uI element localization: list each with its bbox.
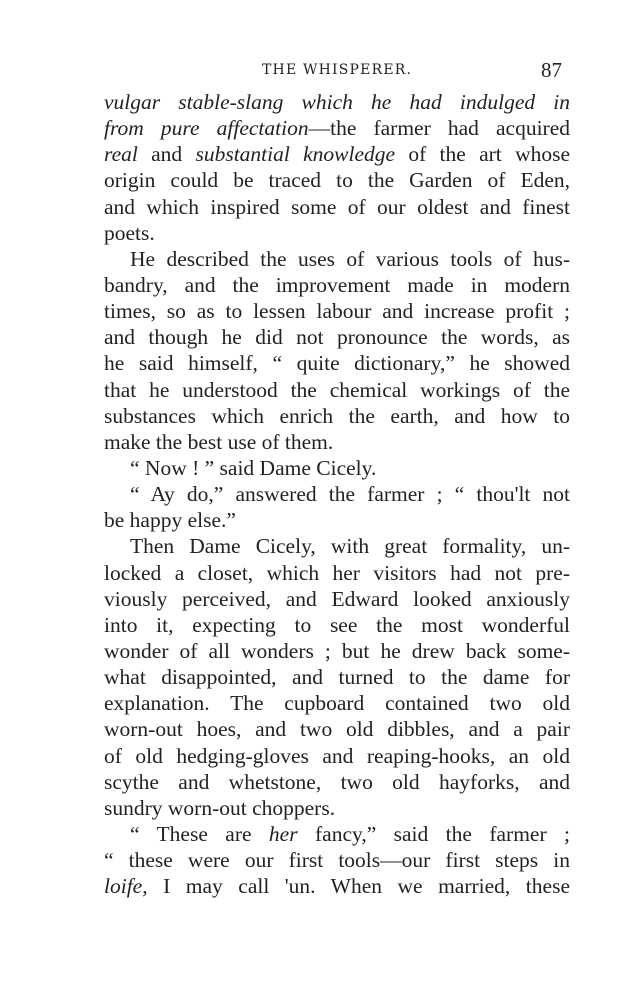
text-line: “ these were our first tools—our first steps in xyxy=(104,848,570,873)
running-head xyxy=(0,58,623,88)
text-line: that he understood the chemical workings of the xyxy=(104,377,570,402)
text-line: of old hedging-gloves and reaping-hooks, an old xyxy=(104,743,570,768)
text-line: bandry, and the improvement made in modern xyxy=(104,272,570,297)
text-line: “ Now ! ” said Dame Cicely. xyxy=(130,455,377,480)
running-title: THE WHISPERER. xyxy=(262,62,413,78)
text-line: locked a closet, which her visitors had not pre- xyxy=(104,560,570,585)
text-line: substances which enrich the earth, and how to xyxy=(104,403,570,428)
text-line: scythe and whetstone, two old hayforks, and xyxy=(104,769,570,794)
text-line: vulgar stable-slang which he had indulged in xyxy=(104,90,570,114)
text-line: poets. xyxy=(104,220,155,245)
text-line: worn-out hoes, and two old dibbles, and a pair xyxy=(104,717,570,742)
text-line: be happy else.” xyxy=(104,508,236,533)
text-line: and though he did not pronounce the words, as xyxy=(104,325,570,350)
text-line: into it, expecting to see the most wonderful xyxy=(104,612,570,637)
text-line: He described the uses of various tools of hus- xyxy=(130,246,570,271)
text-line: “ Ay do,” answered the farmer ; “ thou'lt not xyxy=(130,482,570,507)
text-line: explanation. The cupboard contained two old xyxy=(104,691,570,716)
text-line: origin could be traced to the Garden of Eden, xyxy=(104,168,570,193)
text-line: he said himself, “ quite dictionary,” he showed xyxy=(104,351,570,376)
text-line: wonder of all wonders ; but he drew back some- xyxy=(104,638,570,663)
text-line: Then Dame Cicely, with great formality, un- xyxy=(130,534,570,559)
text-line: what disappointed, and turned to the dame for xyxy=(104,665,570,690)
text-line: from pure affectation—the farmer had acquired xyxy=(104,116,571,141)
page-number: 87 xyxy=(541,58,562,82)
text-line: and which inspired some of our oldest and finest xyxy=(104,194,570,219)
body-text xyxy=(104,89,570,899)
text-line: loife, I may call 'un. When we married, these xyxy=(104,874,570,899)
text-line: viously perceived, and Edward looked anxiously xyxy=(104,586,570,611)
text-line: sundry worn-out choppers. xyxy=(104,795,336,820)
text-line: times, so as to lessen labour and increase profit ; xyxy=(104,299,570,324)
text-line: “ These are her fancy,” said the farmer ; xyxy=(130,821,570,846)
text-line: make the best use of them. xyxy=(104,429,334,454)
text-line: real and substantial knowledge of the art whose xyxy=(104,142,570,167)
